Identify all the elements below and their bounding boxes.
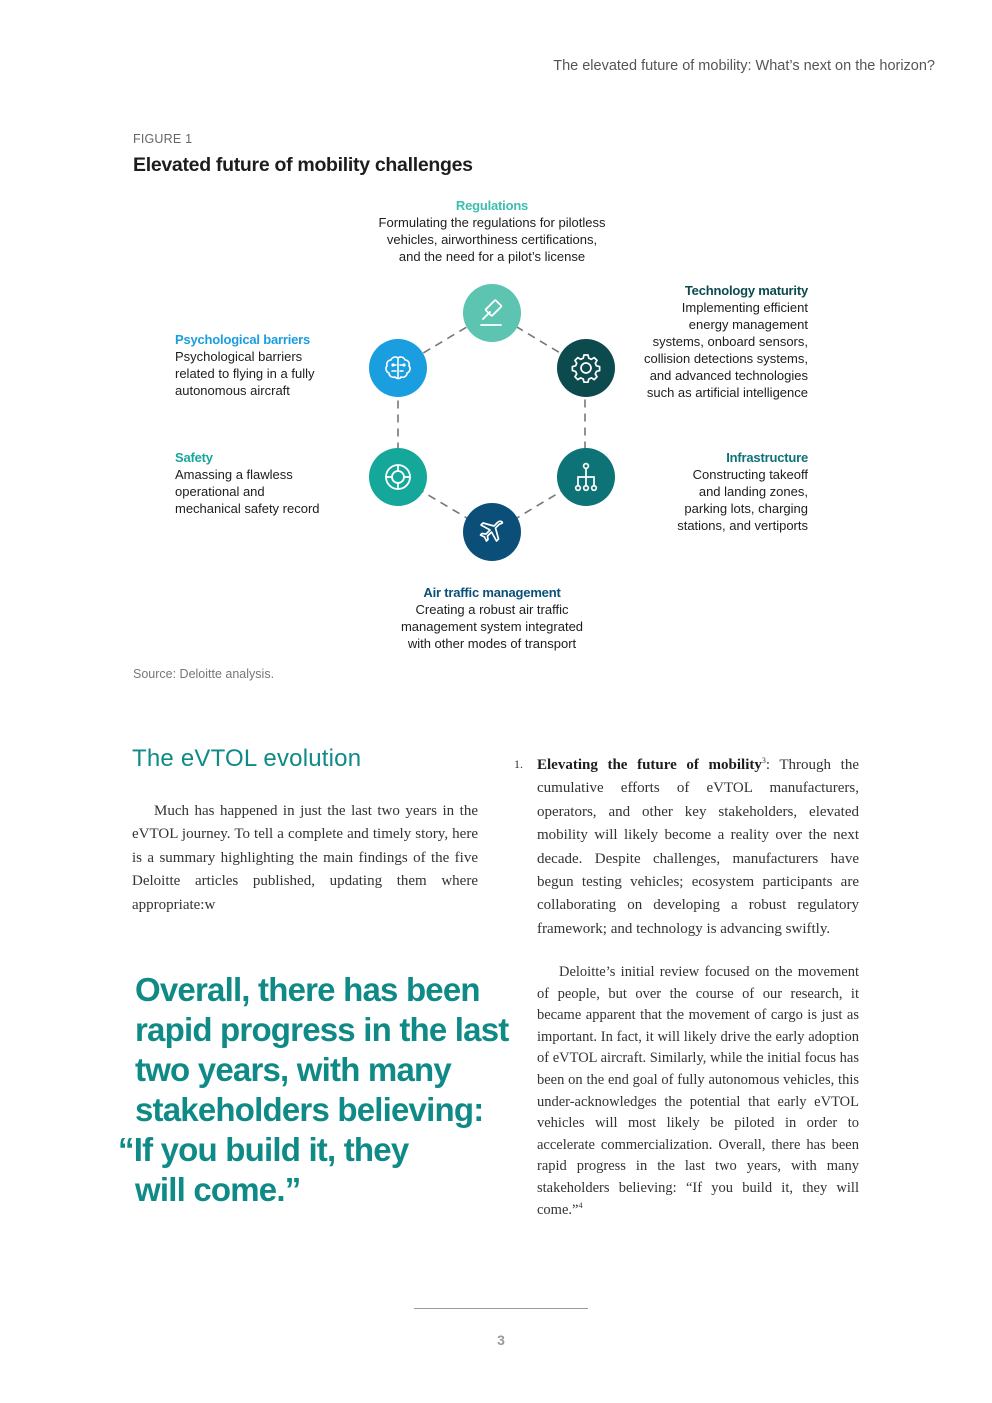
gear-icon	[569, 351, 603, 385]
pull-quote-line: rapid progress in the last	[135, 1011, 509, 1048]
figure-title: Elevated future of mobility challenges	[133, 154, 473, 176]
list-item-heading: Elevating the future of mobility	[537, 757, 762, 773]
pull-quote-line: stakeholders believing:	[135, 1091, 484, 1128]
infrastructure-icon	[557, 448, 615, 506]
running-header: The elevated future of mobility: What’s next on the horizon?	[553, 58, 935, 74]
pull-quote-line: Overall, there has been	[135, 971, 480, 1008]
psychological-barriers-icon	[369, 339, 427, 397]
challenge-regulations	[342, 197, 642, 265]
challenge-description: Formulating the regulations for pilotless vehicles, airworthiness certifications, and the need for a pilot’s license	[378, 215, 606, 264]
challenge-heading: Regulations	[455, 198, 529, 213]
challenge-heading: Infrastructure	[726, 450, 808, 465]
regulations-icon	[463, 284, 521, 342]
challenge-heading: Safety	[175, 450, 213, 465]
list-item-paragraph	[537, 962, 859, 1221]
network-icon	[569, 460, 603, 494]
challenge-description: Amassing a flawless operational and mechanical safety record	[175, 467, 320, 516]
lifebuoy-icon	[381, 460, 415, 494]
footnote-ref[interactable]: 4	[578, 1200, 583, 1210]
challenge-description: Creating a robust air traffic management system integrated with other modes of transport	[400, 602, 584, 651]
page-number: 3	[497, 1332, 505, 1348]
challenge-technology-maturity	[608, 282, 808, 401]
airplane-icon	[475, 515, 509, 549]
gavel-icon	[475, 296, 509, 330]
challenge-description: Implementing efficient energy management systems, onboard sensors, collision detections systems, and advanced technologies such as artificial intelligence	[643, 300, 808, 400]
intro-paragraph: Much has happened in just the last two years in the eVTOL journey. To tell a complete and timely story, here is a summary highlighting the main findings of the five Deloitte articles published, updating them where appropriate:w	[132, 803, 478, 913]
challenge-heading: Air traffic management	[423, 585, 561, 600]
challenge-infrastructure	[608, 449, 808, 534]
footer-rule	[414, 1308, 588, 1309]
challenge-description: Constructing takeoff and landing zones, parking lots, charging stations, and vertiports	[677, 467, 808, 533]
brain-icon	[381, 351, 415, 385]
challenge-heading: Psychological barriers	[175, 332, 311, 347]
air-traffic-icon	[463, 503, 521, 561]
footnote-ref[interactable]: 3	[761, 756, 766, 765]
pull-quote	[118, 970, 509, 1210]
figure-label: FIGURE 1	[133, 132, 193, 146]
list-item-text: Through the cumulative efforts of eVTOL manufacturers, operators, and other key stakeholders, elevated mobility will likely become a reality over the next decade. Despite challenges, manufacturers have begun testing vehicles; ecosystem participants are collaborating on developing a robust regulatory framework; and technology is advancing swiftly.	[537, 757, 859, 937]
list-item-body	[537, 754, 859, 941]
list-item-number: 1.	[514, 757, 523, 771]
pull-quote-line: two years, with many	[135, 1051, 451, 1088]
safety-icon	[369, 448, 427, 506]
list-item-heading-suffix: :	[765, 757, 780, 773]
challenge-psychological-barriers	[175, 331, 365, 399]
challenge-air-traffic-management	[362, 584, 622, 652]
figure-source: Source: Deloitte analysis.	[133, 667, 275, 681]
paragraph-text: Deloitte’s initial review focused on the movement of people, but over the course of our research, it became apparent that the movement of cargo is just as important. In fact, it will likely drive the early adoption of eVTOL aircraft. Similarly, while the initial focus has been on the end goal of fully autonomous vehicles, this under-acknowledges the potential that early eVTOL vehicles will most likely be piloted in order to accelerate commercialization. Overall, there has been rapid progress in the last two years, with many stakeholders believing: “If you build it, they will come.”	[537, 964, 859, 1218]
pull-quote-line: will come.”	[135, 1171, 301, 1208]
pull-quote-line: “If you build it, they	[118, 1131, 409, 1168]
challenge-heading: Technology maturity	[684, 283, 808, 298]
technology-maturity-icon	[557, 339, 615, 397]
challenge-safety	[175, 449, 365, 517]
challenge-description: Psychological barriers related to flying in a fully autonomous aircraft	[175, 349, 315, 398]
section-title: The eVTOL evolution	[132, 745, 362, 772]
